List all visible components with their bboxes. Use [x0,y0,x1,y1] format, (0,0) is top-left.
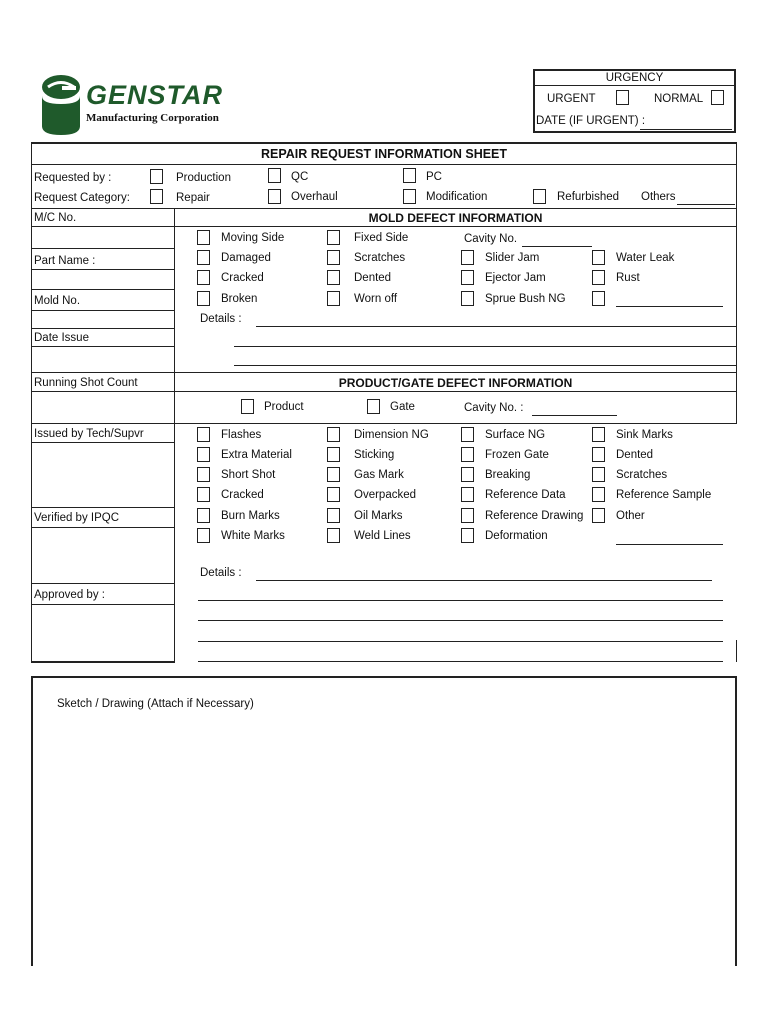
oil-marks-checkbox[interactable] [327,508,340,523]
urgent-label: URGENT [547,93,596,105]
running-shot-count-label: Running Shot Count [34,377,138,389]
gate-checkbox[interactable] [367,399,380,414]
flashes-checkbox[interactable] [197,427,210,442]
water-leak-label: Water Leak [616,252,675,264]
frozen-gate-label: Frozen Gate [485,449,549,461]
deformation-label: Deformation [485,530,548,542]
worn-off-label: Worn off [354,293,398,305]
product-cavity-field[interactable] [532,415,617,416]
urgent-date-label: DATE (IF URGENT) : [536,115,646,127]
white-marks-label: White Marks [221,530,285,542]
ejector-jam-checkbox[interactable] [461,270,474,285]
product-details-line-1[interactable] [256,580,712,581]
product-checkbox[interactable] [241,399,254,414]
product-details-line-4[interactable] [198,641,723,642]
reference-drawing-checkbox[interactable] [461,508,474,523]
gas-mark-checkbox[interactable] [327,467,340,482]
product-cracked-label: Cracked [221,489,264,501]
cracked-label: Cracked [221,272,264,284]
logo-subtitle: Manufacturing Corporation [86,112,219,124]
mold-cavity-field[interactable] [522,246,592,247]
fixed-side-label: Fixed Side [354,232,409,244]
sink-marks-label: Sink Marks [616,429,673,441]
rust-checkbox[interactable] [592,270,605,285]
production-checkbox[interactable] [150,169,163,184]
qc-checkbox[interactable] [268,168,281,183]
mold-details-label: Details : [200,313,242,325]
scratches-checkbox[interactable] [327,250,340,265]
extra-material-label: Extra Material [221,449,292,461]
sticking-label: Sticking [354,449,395,461]
urgent-date-field[interactable] [640,129,732,130]
pc-checkbox[interactable] [403,168,416,183]
moving-side-label: Moving Side [221,232,285,244]
damaged-label: Damaged [221,252,271,264]
cracked-checkbox[interactable] [197,270,210,285]
mold-cavity-label: Cavity No. [464,233,518,245]
modification-label: Modification [426,191,488,203]
flashes-label: Flashes [221,429,262,441]
issued-by-label: Issued by Tech/Supvr [34,428,144,440]
damaged-checkbox[interactable] [197,250,210,265]
sprue-bush-checkbox[interactable] [461,291,474,306]
sketch-area[interactable] [31,676,737,966]
mold-details-line-1[interactable] [256,326,736,327]
sink-marks-checkbox[interactable] [592,427,605,442]
logo-brand: GENSTAR [86,80,224,110]
product-scratches-checkbox[interactable] [592,467,605,482]
sprue-bush-label: Sprue Bush NG [485,293,566,305]
genstar-emblem-icon [40,74,82,136]
requested-by-label: Requested by : [34,172,112,184]
product-dented-label: Dented [616,449,654,461]
reference-sample-checkbox[interactable] [592,487,605,502]
mold-details-line-2[interactable] [234,346,736,347]
burn-marks-checkbox[interactable] [197,508,210,523]
weld-lines-label: Weld Lines [354,530,411,542]
modification-checkbox[interactable] [403,189,416,204]
deformation-checkbox[interactable] [461,528,474,543]
mold-no-label: Mold No. [34,295,81,307]
normal-checkbox[interactable] [711,90,724,105]
product-cracked-checkbox[interactable] [197,487,210,502]
white-marks-checkbox[interactable] [197,528,210,543]
product-other-field[interactable] [616,544,723,545]
product-details-line-2[interactable] [198,600,723,601]
short-shot-checkbox[interactable] [197,467,210,482]
surface-ng-label: Surface NG [485,429,546,441]
product-defect-title: PRODUCT/GATE DEFECT INFORMATION [338,376,573,390]
ejector-jam-label: Ejector Jam [485,272,546,284]
overpacked-label: Overpacked [354,489,417,501]
rust-label: Rust [616,272,640,284]
product-other-checkbox[interactable] [592,508,605,523]
date-issue-label: Date Issue [34,332,89,344]
others-field[interactable] [677,204,735,205]
normal-label: NORMAL [654,93,704,105]
product-details-label: Details : [200,567,242,579]
fixed-side-checkbox[interactable] [327,230,340,245]
product-scratches-label: Scratches [616,469,668,481]
refurbished-label: Refurbished [557,191,620,203]
product-other-label: Other [616,510,645,522]
product-details-line-3[interactable] [198,620,723,621]
slider-jam-checkbox[interactable] [461,250,474,265]
mold-details-line-3[interactable] [234,365,736,366]
surface-ng-checkbox[interactable] [461,427,474,442]
broken-checkbox[interactable] [197,291,210,306]
product-dented-checkbox[interactable] [592,447,605,462]
verified-by-label: Verified by IPQC [34,512,120,524]
product-label: Product [264,401,304,413]
reference-sample-label: Reference Sample [616,489,712,501]
worn-off-checkbox[interactable] [327,291,340,306]
mold-defect-title: MOLD DEFECT INFORMATION [368,211,543,225]
sticking-checkbox[interactable] [327,447,340,462]
frozen-gate-checkbox[interactable] [461,447,474,462]
product-cavity-label: Cavity No. : [464,402,524,414]
repair-label: Repair [176,192,210,204]
gas-mark-label: Gas Mark [354,469,404,481]
product-details-line-5[interactable] [198,661,723,662]
scratches-label: Scratches [354,252,406,264]
request-category-label: Request Category: [34,192,130,204]
mold-other-field[interactable] [616,306,723,307]
weld-lines-checkbox[interactable] [327,528,340,543]
others-label: Others [641,191,676,203]
dented-label: Dented [354,272,392,284]
reference-data-label: Reference Data [485,489,566,501]
urgency-title: URGENCY [605,72,664,84]
part-name-label: Part Name : [34,255,96,267]
urgent-checkbox[interactable] [616,90,629,105]
sketch-label: Sketch / Drawing (Attach if Necessary) [57,698,254,710]
burn-marks-label: Burn Marks [221,510,280,522]
breaking-checkbox[interactable] [461,467,474,482]
pc-label: PC [426,171,442,183]
oil-marks-label: Oil Marks [354,510,403,522]
breaking-label: Breaking [485,469,531,481]
production-label: Production [176,172,231,184]
slider-jam-label: Slider Jam [485,252,540,264]
qc-label: QC [291,171,309,183]
repair-checkbox[interactable] [150,189,163,204]
approved-by-label: Approved by : [34,589,105,601]
water-leak-checkbox[interactable] [592,250,605,265]
dimension-ng-checkbox[interactable] [327,427,340,442]
overhaul-label: Overhaul [291,191,338,203]
mold-other-checkbox[interactable] [592,291,605,306]
moving-side-checkbox[interactable] [197,230,210,245]
gate-label: Gate [390,401,415,413]
overhaul-checkbox[interactable] [268,189,281,204]
mc-no-label: M/C No. [34,212,77,224]
reference-drawing-label: Reference Drawing [485,510,584,522]
extra-material-checkbox[interactable] [197,447,210,462]
dented-checkbox[interactable] [327,270,340,285]
short-shot-label: Short Shot [221,469,276,481]
refurbished-checkbox[interactable] [533,189,546,204]
overpacked-checkbox[interactable] [327,487,340,502]
dimension-ng-label: Dimension NG [354,429,429,441]
broken-label: Broken [221,293,258,305]
sheet-title: REPAIR REQUEST INFORMATION SHEET [260,147,508,161]
reference-data-checkbox[interactable] [461,487,474,502]
